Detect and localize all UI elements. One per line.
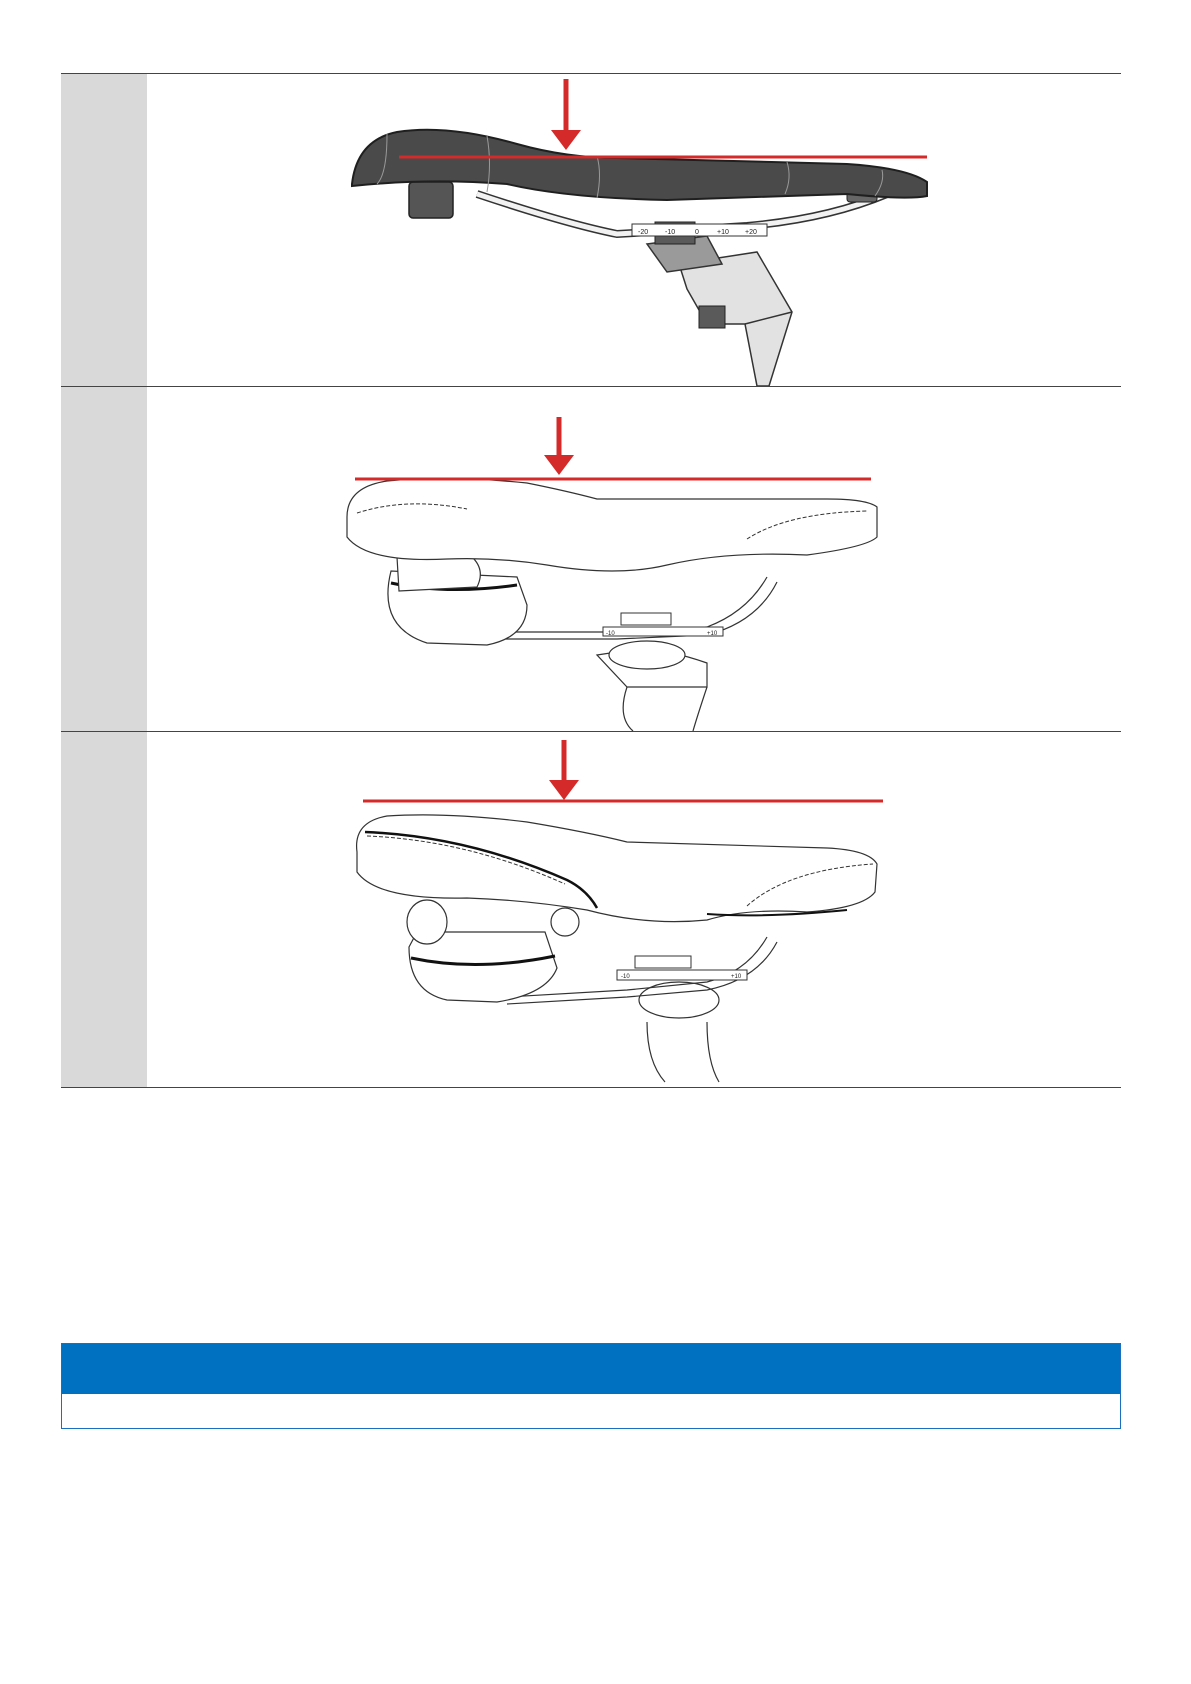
saddle-illustration-trim [147,732,1121,1087]
scale-label: 0 [695,229,699,236]
scale-label: -10 [606,631,615,637]
scale-label: -20 [638,229,649,236]
step-cell-1 [61,74,147,386]
pressure-arrow-icon [551,79,581,150]
step-cell-3 [61,732,147,1087]
info-box [61,1343,1121,1429]
figure-cell-1 [147,74,1121,386]
step-cell-2 [61,387,147,731]
pressure-arrow-icon [549,740,579,800]
scale-label: +10 [731,974,742,980]
pressure-arrow-icon [544,417,574,475]
info-box-header [62,1344,1120,1394]
scale-label: -10 [621,974,630,980]
scale-label: +20 [745,229,757,236]
saddle-illustration-dark [147,74,1121,386]
scale-label: -10 [665,229,676,236]
figure-row-2 [61,387,1121,732]
figure-cell-2 [147,387,1121,731]
figure-row-1 [61,74,1121,387]
scale-label: +10 [717,229,729,236]
scale-label: +10 [707,631,718,637]
figure-cell-3 [147,732,1121,1087]
info-box-body [62,1394,1120,1428]
saddle-illustration-outline [147,387,1121,731]
figure-row-3 [61,732,1121,1088]
figure-table [61,73,1121,1088]
